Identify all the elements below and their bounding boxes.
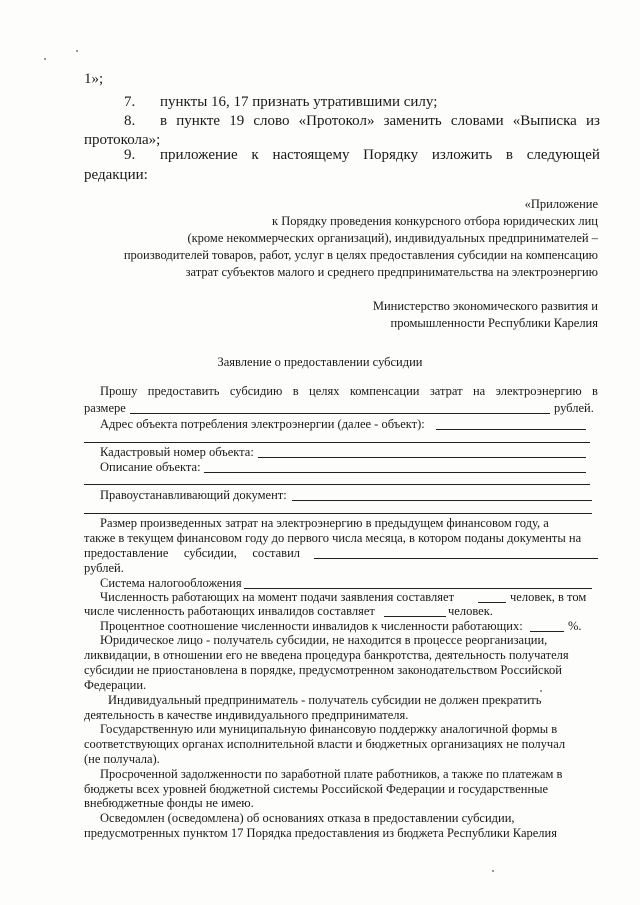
scan-speck [492,870,494,872]
word: пункте [176,113,221,129]
scan-speck [76,50,78,52]
staff-count-field[interactable] [478,602,506,603]
word: к [251,147,259,163]
scan-speck [44,58,46,60]
costs-field[interactable] [314,558,598,559]
word: целях [309,384,340,398]
item-9-continuation: редакции: [84,167,148,183]
word: в [592,384,598,398]
disabled-staff-field[interactable] [384,616,446,617]
word: субсидии, [183,546,237,560]
ip-line-2: деятельность в качестве индивидуального предпринимателя. [84,708,409,722]
amount-field[interactable] [130,413,550,414]
item-8-text [160,114,600,129]
word: в [160,113,168,129]
debt-line-2: бюджеты всех уровней бюджетной системы Российской Федерации и государственные [84,782,549,796]
tax-system-field[interactable] [244,588,592,589]
appendix-line-5: затрат субъектов малого и среднего предпринимательства на электроэнергию [185,265,598,279]
word: следующей [526,147,600,163]
disabled-staff-unit: человек. [448,604,493,618]
costs-line-1: Размер произведенных затрат на электроэнергию в предыдущем финансовом году, а [100,516,549,530]
word: Порядку [363,147,419,163]
address-label: Адрес объекта потребления электроэнергии (далее - объект): [100,417,425,431]
description-field-line-2[interactable] [84,484,590,485]
item-number-7: 7. [124,94,136,110]
word: словами [450,113,504,129]
item-9-text [160,148,600,163]
title-document-field-line-2[interactable] [84,513,592,514]
legal-entity-line-4: Федерации. [84,678,147,692]
support-line-1: Государственную или муниципальную финансовую поддержку аналогичной формы в [100,722,558,736]
word: «Выписка [512,113,577,129]
word: из [585,113,600,129]
word: компенсации [349,384,420,398]
word: приложение [160,147,238,163]
word: в [292,384,299,398]
word: 19 [229,113,245,129]
word: электроэнергию [495,384,582,398]
percent-label: Процентное соотношение численности инвалидов к численности работающих: [100,619,523,633]
legal-entity-line-2: ликвидации, в отношении его не введена процедура банкротства, деятельность получателя [84,648,569,662]
debt-line-1: Просроченной задолженности по заработной плате работников, а также по платежам в [100,767,563,781]
disabled-staff-label: числе численность работающих инвалидов составляет [84,604,375,618]
costs-line-3 [84,547,300,560]
legal-entity-line-1: Юридическое лицо - получатель субсидии, не находится в процессе реорганизации, [100,633,548,647]
size-label: размере [84,401,126,415]
word: предоставить [147,384,220,398]
addressee-line-1: Министерство экономического развития и [372,299,598,313]
staff-label: Численность работающих на момент подачи заявления составляет [100,590,455,604]
staff-label-cont: человек, в том [510,590,587,604]
description-label: Описание объекта: [100,460,201,474]
cadastral-label: Кадастровый номер объекта: [100,445,254,459]
fragment-line: 1»; [84,71,104,87]
support-line-2: соответствующих органах исполнительной власти и бюджетных организациях не получал [84,737,566,751]
rubles-label: рублей. [554,401,594,415]
tax-system-label: Система налогообложения [100,576,242,590]
support-line-3: (не получала). [84,752,160,766]
word: субсидию [229,384,283,398]
word: затрат [429,384,463,398]
item-number-8: 8. [124,113,136,129]
title-document-field[interactable] [292,500,592,501]
appendix-title: «Приложение [524,197,598,211]
word: составил [252,546,300,560]
appendix-line-4: производителей товаров, работ, услуг в целях предоставления субсидии на компенсацию [123,248,598,262]
word: заменить [383,113,442,129]
item-7-text: пункты 16, 17 признать утратившими силу; [160,94,438,110]
item-8-continuation: протокола»; [84,132,161,148]
address-field[interactable] [436,429,586,430]
percent-field[interactable] [530,631,564,632]
word: на [472,384,486,398]
legal-entity-line-3: субсидии не приостановлена в порядке, предусмотренном законодательством Российской [84,663,562,677]
word: настоящему [272,147,350,163]
word: изложить [431,147,493,163]
costs-line-2: также в текущем финансовом году до первого числа месяца, в котором поданы документы на [84,531,582,545]
word: слово [253,113,290,129]
word: в [505,147,514,163]
title-document-label: Правоустанавливающий документ: [100,488,287,502]
percent-unit: %. [568,619,582,633]
informed-line-2: предусмотренных пунктом 17 Порядка предоставления из бюджета Республики Карелия [84,826,557,840]
appendix-line-3: (кроме некоммерческих организаций), индивидуальных предпринимателей – [187,231,598,245]
word: предоставление [84,546,169,560]
cadastral-field[interactable] [258,457,586,458]
address-field-line-2[interactable] [84,442,590,443]
addressee-line-2: промышленности Республики Карелия [390,316,598,330]
costs-rubles: рублей. [84,561,124,575]
request-line [100,385,598,398]
word: «Протокол» [298,113,375,129]
ip-line-1: Индивидуальный предприниматель - получатель субсидии не должен прекратить [108,693,542,707]
scan-speck [540,690,542,692]
word: Прошу [100,384,138,398]
informed-line-1: Осведомлен (осведомлена) об основаниях отказа в предоставлении субсидии, [100,811,515,825]
description-field[interactable] [204,472,586,473]
appendix-line-2: к Порядку проведения конкурсного отбора юридических лиц [272,214,598,228]
debt-line-3: внебюджетные фонды не имею. [84,796,254,810]
form-title: Заявление о предоставлении субсидии [217,355,423,369]
item-number-9: 9. [124,147,136,163]
